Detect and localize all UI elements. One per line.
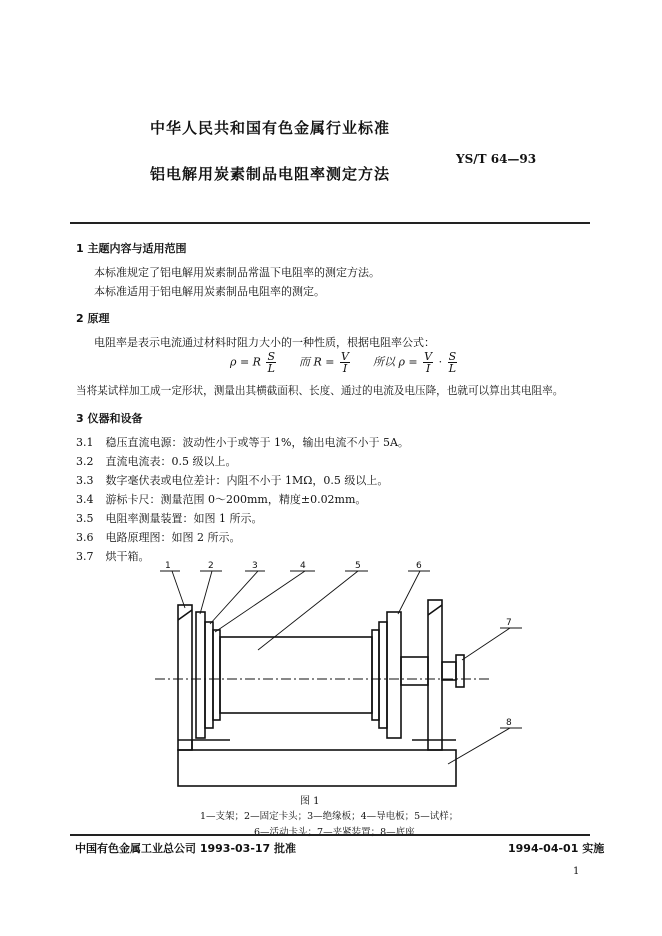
item-number: 3.5 xyxy=(76,512,94,525)
formula-numerator-s: S xyxy=(267,350,276,363)
right-bracket xyxy=(428,600,442,750)
section-2-paragraph-1: 电阻率是表示电流通过材料时阻力大小的一种性质，根据电阻率公式： xyxy=(94,336,435,349)
section-1-heading: 1 主题内容与适用范围 xyxy=(76,242,187,255)
standard-code: YS/T 64—93 xyxy=(456,152,537,166)
formula-dot: · xyxy=(438,355,443,369)
callout-8: 8 xyxy=(506,718,512,728)
formula-denominator-i: I xyxy=(342,362,348,375)
figure-legend-line-1: 1—支架；2—固定卡头；3—绝缘板；4—导电板；5—试样； xyxy=(200,811,459,822)
item-number: 3.4 xyxy=(76,493,94,506)
section-1-paragraph-1: 本标准规定了铝电解用炭素制品常温下电阻率的测定方法。 xyxy=(94,266,380,279)
page-number: 1 xyxy=(573,866,580,877)
item-text: 烘干箱。 xyxy=(105,550,150,563)
item-text: 游标卡尺：测量范围 0～200mm，精度±0.02mm。 xyxy=(105,493,367,506)
footer-rule xyxy=(70,834,590,836)
item-text: 数字毫伏表或电位差计：内阻不小于 1MΩ，0.5 级以上。 xyxy=(105,474,389,487)
item-text: 稳压直流电源：波动性小于或等于 1%，输出电流不小于 5A。 xyxy=(105,436,409,449)
doc-title: 铝电解用炭素制品电阻率测定方法 xyxy=(150,165,391,183)
org-title: 中华人民共和国有色金属行业标准 xyxy=(150,119,391,137)
formula-numerator-v-2: V xyxy=(424,350,433,363)
formula-so-rho: 所以 ρ = xyxy=(372,355,418,369)
formula-denominator-l-2: L xyxy=(448,362,457,375)
conductive-plate-left xyxy=(213,630,220,720)
base-plate xyxy=(178,750,456,786)
item-number: 3.1 xyxy=(76,436,94,449)
section-1-paragraph-2: 本标准适用于铝电解用炭素制品电阻率的测定。 xyxy=(94,285,325,298)
callout-1: 1 xyxy=(165,561,171,571)
left-bracket xyxy=(178,605,192,750)
insulation-plate-left xyxy=(205,622,213,728)
item-number: 3.2 xyxy=(76,455,94,468)
section-2-heading: 2 原理 xyxy=(76,312,110,325)
callout-5: 5 xyxy=(355,561,361,571)
callout-2: 2 xyxy=(208,561,214,571)
implementation-date: 1994-04-01 实施 xyxy=(508,842,605,855)
approval-line: 中国有色金属工业总公司 1993-03-17 批准 xyxy=(75,842,297,855)
item-number: 3.6 xyxy=(76,531,94,544)
formula-r: 而 R = xyxy=(299,355,335,369)
formula-numerator-s-2: S xyxy=(448,350,457,363)
callout-3: 3 xyxy=(252,561,258,571)
item-text: 电阻率测量装置：如图 1 所示。 xyxy=(105,512,263,525)
figure-legend-line-2: 6—活动卡头；7—夹紧装置；8—底座 xyxy=(254,827,415,838)
guide-rod xyxy=(401,657,428,685)
callout-6: 6 xyxy=(416,561,422,571)
item-text: 直流电流表：0.5 级以上。 xyxy=(105,455,237,468)
specimen xyxy=(220,637,372,713)
formula-rho: ρ = R xyxy=(230,355,261,369)
formula-numerator-v: V xyxy=(341,350,349,363)
insulation-plate-right xyxy=(379,622,387,728)
item-text: 电路原理图：如图 2 所示。 xyxy=(105,531,241,544)
figure-caption: 图 1 xyxy=(300,796,320,807)
item-number: 3.7 xyxy=(76,550,94,563)
formula-denominator-l: L xyxy=(267,362,275,375)
section-3-heading: 3 仪器和设备 xyxy=(76,412,143,425)
formula-denominator-i-2: I xyxy=(425,362,431,375)
item-number: 3.3 xyxy=(76,474,94,487)
callout-4: 4 xyxy=(300,561,306,571)
fixed-chuck xyxy=(196,612,205,738)
conductive-plate-right xyxy=(372,630,379,720)
section-2-paragraph-2: 当将某试样加工成一定形状，测量出其横截面积、长度、通过的电流及电压降，也就可以算出其电阻率。 xyxy=(76,385,564,397)
movable-chuck xyxy=(387,612,401,738)
callout-7: 7 xyxy=(506,618,512,628)
